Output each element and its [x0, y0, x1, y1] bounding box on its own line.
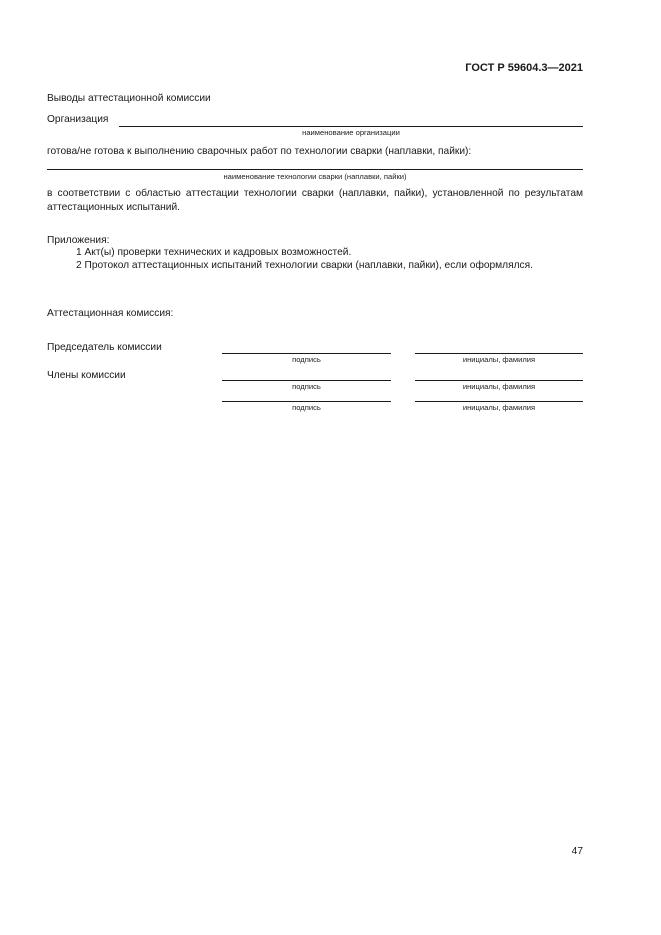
member-signature-caption: подпись	[292, 382, 321, 391]
chairman-name-line	[415, 353, 583, 354]
member-name-line	[415, 380, 583, 381]
member-signature-line	[222, 380, 391, 381]
members-label: Члены комиссии	[47, 370, 126, 381]
member-name-caption: инициалы, фамилия	[462, 403, 536, 412]
accordance-paragraph: в соответствии с областью аттестации технологии сварки (наплавки, пайки), установленной по результатам аттестационных испытаний.	[47, 188, 583, 213]
member-signature-caption: подпись	[292, 403, 321, 412]
conclusions-title: Выводы аттестационной комиссии	[47, 93, 211, 104]
attachments-title: Приложения:	[47, 235, 110, 246]
technology-caption: наименование технологии сварки (наплавки, пайки)	[223, 172, 407, 181]
document-code: ГОСТ Р 59604.3—2021	[465, 62, 583, 74]
readiness-text: готова/не готова к выполнению сварочных работ по технологии сварки (наплавки, пайки):	[47, 146, 472, 157]
attachment-item: 2 Протокол аттестационных испытаний технологии сварки (наплавки, пайки), если оформлялся.	[76, 260, 534, 271]
member-name-line	[415, 401, 583, 402]
page-number: 47	[571, 846, 583, 857]
chairman-signature-caption: подпись	[292, 355, 321, 364]
organization-label: Организация	[47, 114, 109, 125]
chairman-name-caption: инициалы, фамилия	[462, 355, 536, 364]
member-name-caption: инициалы, фамилия	[462, 382, 536, 391]
organization-field-line	[119, 126, 583, 127]
technology-field-line	[47, 169, 583, 170]
commission-title: Аттестационная комиссия:	[47, 308, 174, 319]
organization-caption: наименование организации	[302, 128, 400, 137]
chairman-label: Председатель комиссии	[47, 342, 162, 353]
member-signature-line	[222, 401, 391, 402]
attachment-item: 1 Акт(ы) проверки технических и кадровых возможностей.	[76, 247, 352, 258]
chairman-signature-line	[222, 353, 391, 354]
